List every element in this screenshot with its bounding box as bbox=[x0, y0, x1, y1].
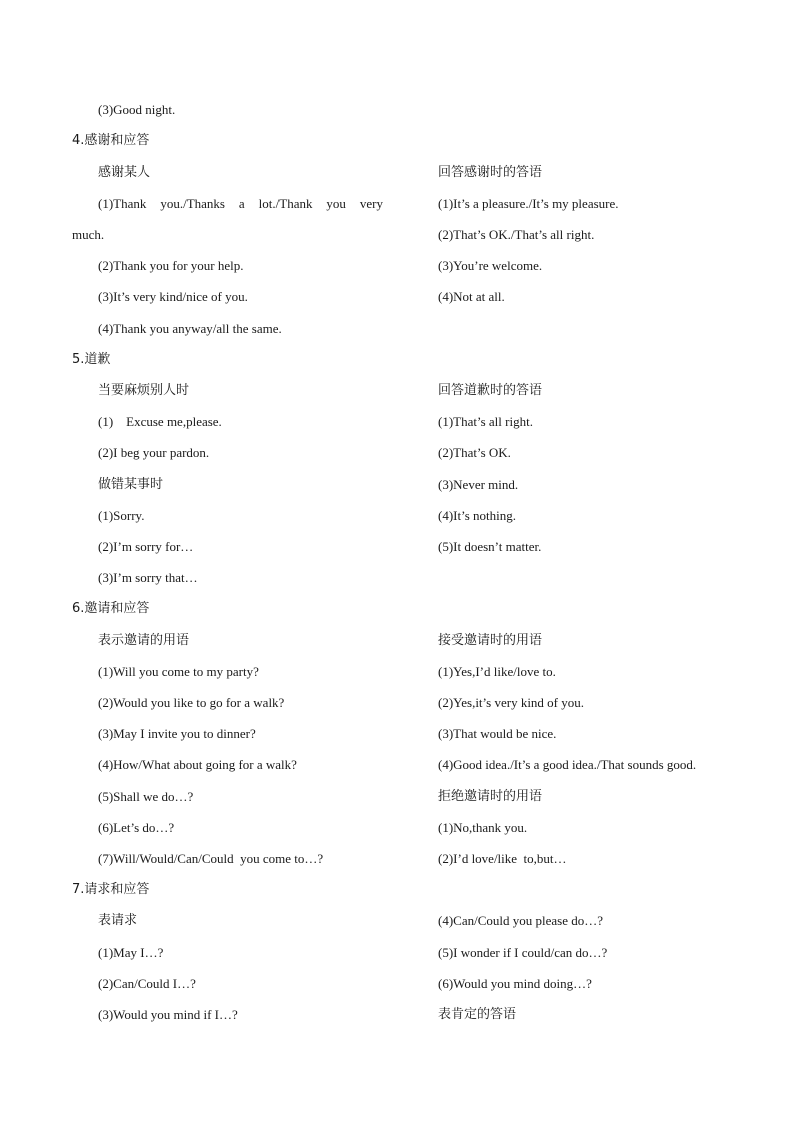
s6-left-item-5: (5)Shall we do…? bbox=[98, 789, 194, 804]
s4-right-title: 回答感谢时的答语 bbox=[438, 165, 543, 180]
s5-left-item-1: (1) Excuse me,please. bbox=[98, 414, 222, 429]
s6-right-item-3: (3)That would be nice. bbox=[438, 726, 557, 741]
s6-left-item-2: (2)Would you like to go for a walk? bbox=[98, 695, 285, 710]
s4-left-item-1-line-2: much. bbox=[72, 227, 105, 242]
s6-right-title-2: 拒绝邀请时的用语 bbox=[438, 789, 543, 804]
s7-left-item-2: (2)Can/Could I…? bbox=[98, 976, 196, 991]
s4-right-item-1: (1)It’s a pleasure./It’s my pleasure. bbox=[438, 196, 619, 211]
s7-right-item-3: (6)Would you mind doing…? bbox=[438, 976, 592, 991]
s6-right-item-6: (2)I’d love/like to,but… bbox=[438, 851, 567, 866]
s6-right-item-2: (2)Yes,it’s very kind of you. bbox=[438, 695, 585, 710]
s6-left-item-1: (1)Will you come to my party? bbox=[98, 664, 259, 679]
section-6-heading: 6.邀请和应答 bbox=[72, 601, 150, 616]
s6-left-item-4: (4)How/What about going for a walk? bbox=[98, 757, 297, 772]
s4-left-title: 感谢某人 bbox=[98, 165, 151, 180]
s7-right-item-1: (4)Can/Could you please do…? bbox=[438, 913, 603, 928]
s4-left-item-1-line-1: (1)Thank you./Thanks a lot./Thank you very bbox=[98, 196, 383, 211]
s6-left-title: 表示邀请的用语 bbox=[98, 633, 190, 648]
s6-right-title-1: 接受邀请时的用语 bbox=[438, 633, 543, 648]
s6-right-item-5: (1)No,thank you. bbox=[438, 820, 528, 835]
s6-left-item-3: (3)May I invite you to dinner? bbox=[98, 726, 256, 741]
s5-left-item-5: (3)I’m sorry that… bbox=[98, 570, 198, 585]
s7-left-item-3: (3)Would you mind if I…? bbox=[98, 1007, 238, 1022]
s6-right-item-1: (1)Yes,I’d like/love to. bbox=[438, 664, 556, 679]
s4-right-item-3: (3)You’re welcome. bbox=[438, 258, 543, 273]
s5-right-item-1: (1)That’s all right. bbox=[438, 414, 533, 429]
s4-left-item-4: (4)Thank you anyway/all the same. bbox=[98, 321, 282, 336]
s5-right-item-5: (5)It doesn’t matter. bbox=[438, 539, 542, 554]
s7-right-title: 表肯定的答语 bbox=[438, 1007, 517, 1022]
s6-left-item-6: (6)Let’s do…? bbox=[98, 820, 175, 835]
s5-right-item-2: (2)That’s OK. bbox=[438, 445, 511, 460]
section-4-heading: 4.感谢和应答 bbox=[72, 133, 150, 148]
s5-right-item-4: (4)It’s nothing. bbox=[438, 508, 516, 523]
s5-right-item-3: (3)Never mind. bbox=[438, 477, 519, 492]
s6-left-item-7: (7)Will/Would/Can/Could you come to…? bbox=[98, 851, 324, 866]
s7-right-item-2: (5)I wonder if I could/can do…? bbox=[438, 945, 608, 960]
s4-right-item-2: (2)That’s OK./That’s all right. bbox=[438, 227, 595, 242]
s5-left-item-4: (2)I’m sorry for… bbox=[98, 539, 194, 554]
s4-right-item-4: (4)Not at all. bbox=[438, 289, 505, 304]
s4-left-item-3: (3)It’s very kind/nice of you. bbox=[98, 289, 248, 304]
s6-right-item-4: (4)Good idea./It’s a good idea./That sounds good. bbox=[438, 757, 697, 772]
s3-item-goodnight: (3)Good night. bbox=[98, 102, 176, 117]
s7-left-title: 表请求 bbox=[98, 913, 138, 928]
section-5-heading: 5.道歉 bbox=[72, 352, 111, 367]
section-7-heading: 7.请求和应答 bbox=[72, 882, 150, 897]
s5-left-title-1: 当要麻烦别人时 bbox=[98, 383, 190, 398]
s5-left-item-2: (2)I beg your pardon. bbox=[98, 445, 210, 460]
s5-left-item-3: (1)Sorry. bbox=[98, 508, 145, 523]
s4-left-item-2: (2)Thank you for your help. bbox=[98, 258, 244, 273]
s5-left-title-2: 做错某事时 bbox=[98, 477, 164, 492]
s7-left-item-1: (1)May I…? bbox=[98, 945, 164, 960]
s5-right-title: 回答道歉时的答语 bbox=[438, 383, 543, 398]
